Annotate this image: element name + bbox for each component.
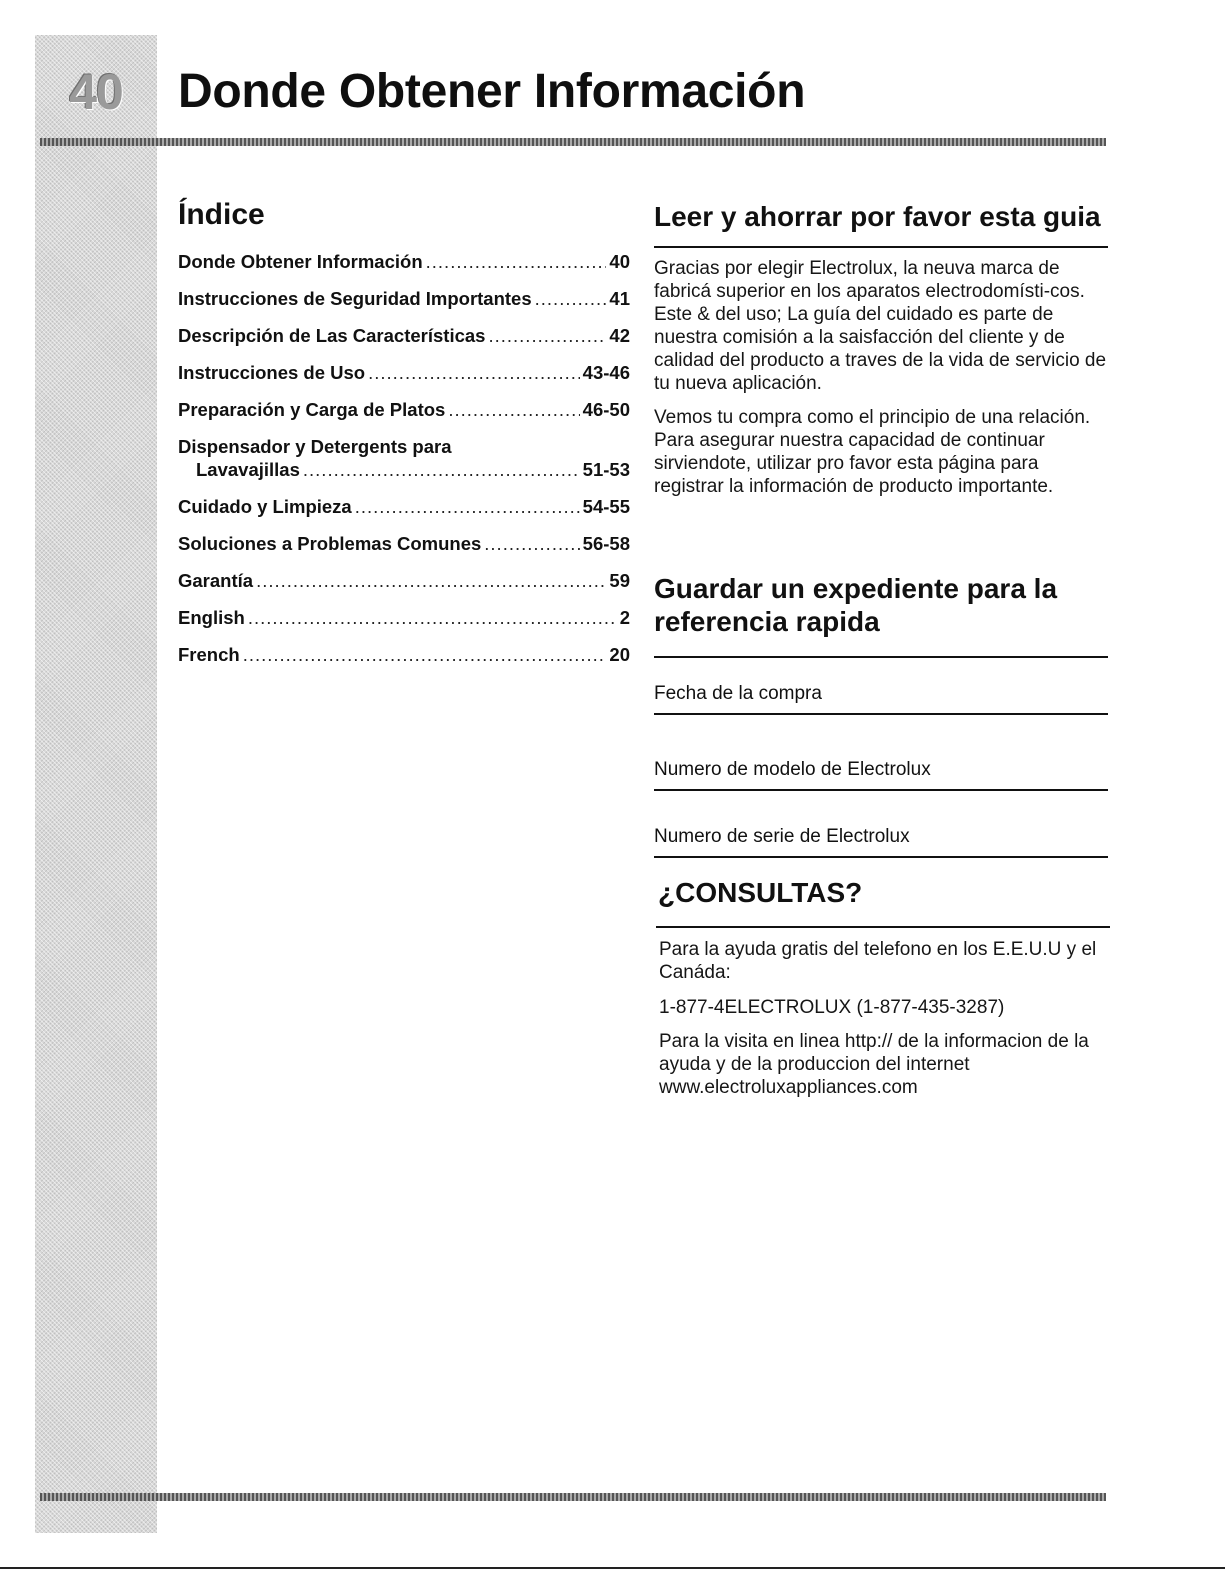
toc-entry[interactable] <box>178 569 630 592</box>
phone-intro: Para la ayuda gratis del telefono en los E.E.U.U y el Canáda: <box>659 939 1097 983</box>
toc-entry[interactable] <box>178 435 630 481</box>
toc-title: English <box>178 607 245 628</box>
footer-rule <box>40 1493 1106 1501</box>
toc-leader <box>256 569 606 592</box>
toc-leader <box>535 287 607 310</box>
toc-entry[interactable] <box>178 324 630 347</box>
toc-title: Instrucciones de Uso <box>178 362 366 383</box>
divider <box>654 246 1108 248</box>
toc-page: 42 <box>609 325 630 346</box>
toc-entry[interactable] <box>178 495 630 518</box>
toc-entry[interactable] <box>178 250 630 273</box>
toc-leader <box>243 643 607 666</box>
header-rule <box>40 138 1106 146</box>
page-number: 40 <box>69 64 123 120</box>
toc-page: 41 <box>609 288 630 309</box>
toc-entry[interactable] <box>178 643 630 666</box>
toc-page: 56-58 <box>582 533 630 554</box>
toc-entry[interactable] <box>178 287 630 310</box>
toc-leader <box>355 495 580 518</box>
record-heading-line2: referencia rapida <box>654 606 880 637</box>
toc-entry[interactable] <box>178 398 630 421</box>
toc-page: 20 <box>609 644 630 665</box>
toc-leader <box>368 361 580 384</box>
record-heading-line1: Guardar un expediente para la <box>654 573 1058 604</box>
page-edge-line <box>0 1567 1225 1569</box>
toc-leader <box>426 250 607 273</box>
record-section <box>654 572 1108 858</box>
toc-title: Soluciones a Problemas Comunes <box>178 533 482 554</box>
toc-title-continued: Lavavajillas <box>196 459 300 480</box>
questions-section <box>656 876 1110 1099</box>
toc-page: 40 <box>609 251 630 272</box>
model-number-label: Numero de modelo de Electrolux <box>654 759 931 780</box>
toc-leader <box>303 458 580 481</box>
purchase-date-line[interactable] <box>654 713 1108 715</box>
purchase-date-label: Fecha de la compra <box>654 683 822 704</box>
toc-title: Dispensador y Detergents para <box>178 436 452 457</box>
page-title: Donde Obtener Información <box>178 65 806 118</box>
model-number-line[interactable] <box>654 789 1108 791</box>
serial-number-line[interactable] <box>654 856 1108 858</box>
paragraph: Vemos tu compra como el principio de una relación. Para asegurar nuestra capacidad de continuar sirviendote, utilizar pro favor esta página para registrar la información de producto importante. <box>654 407 1091 497</box>
read-save-section <box>654 200 1108 498</box>
website-link[interactable]: www.electroluxappliances.com <box>659 1077 918 1098</box>
web-intro: Para la visita en linea http:// de la informacion de la ayuda y de la produccion del internet <box>659 1031 1089 1075</box>
toc-page: 54-55 <box>582 496 630 517</box>
toc-title: Preparación y Carga de Platos <box>178 399 446 420</box>
divider <box>654 656 1108 658</box>
toc-page: 59 <box>609 570 630 591</box>
toc-title: Cuidado y Limpieza <box>178 496 352 517</box>
toc-title: Garantía <box>178 570 254 591</box>
toc-title: Descripción de Las Características <box>178 325 486 346</box>
toc-leader <box>248 606 617 629</box>
index-heading: Índice <box>178 198 265 231</box>
toc-entry[interactable] <box>178 606 630 629</box>
toc-page: 2 <box>619 607 630 628</box>
phone-number[interactable]: 1-877-4ELECTROLUX (1-877-435-3287) <box>659 997 1005 1018</box>
toc-title: French <box>178 644 240 665</box>
toc-entry[interactable] <box>178 532 630 555</box>
toc-leader <box>488 324 606 347</box>
toc-page: 46-50 <box>582 399 630 420</box>
toc-leader <box>448 398 579 421</box>
questions-heading: ¿CONSULTAS? <box>658 877 863 908</box>
toc-entry[interactable] <box>178 361 630 384</box>
paragraph: Gracias por elegir Electrolux, la neuva marca de fabricá superior en los aparatos electrodomísti-cos. Este & del uso; La guía del cuidado es parte de nuestra comisión a la saisfacción del cliente y de calidad del producto a traves de la vida de servicio de tu nueva aplicación. <box>654 258 1107 394</box>
toc-leader <box>484 532 579 555</box>
read-save-heading: Leer y ahorrar por favor esta guia <box>654 201 1101 232</box>
divider <box>656 926 1110 928</box>
toc-page: 43-46 <box>582 362 630 383</box>
side-band <box>35 35 157 1533</box>
toc-title: Instrucciones de Seguridad Importantes <box>178 288 532 309</box>
toc-page: 51-53 <box>582 459 630 480</box>
serial-number-label: Numero de serie de Electrolux <box>654 826 910 847</box>
toc-title: Donde Obtener Información <box>178 251 423 272</box>
table-of-contents <box>178 250 630 680</box>
